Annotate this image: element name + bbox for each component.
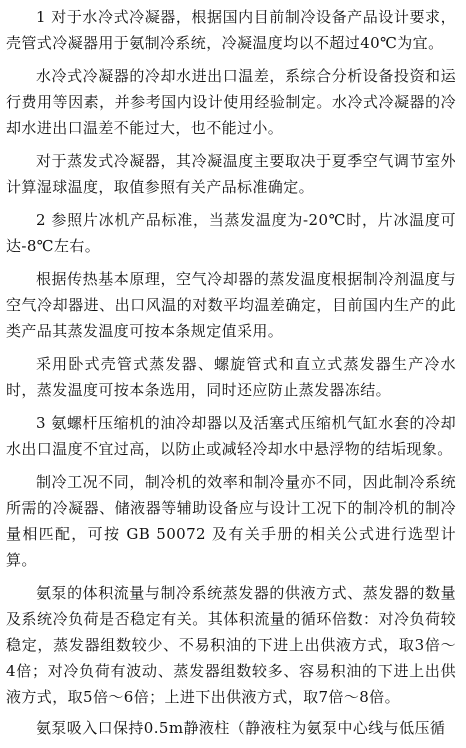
paragraph-shell-tube-evaporator: 采用卧式壳管式蒸发器、螺旋管式和直立式蒸发器生产冷水时，蒸发温度可按本条选用，同时还应防止蒸发器冻结。 [6, 355, 456, 399]
paragraph-compressor-cooling-water: 3 氨螺杆压缩机的油冷却器以及活塞式压缩机气缸水套的冷却水出口温度不宜过高，以防止或减轻冷却水中悬浮物的结垢现象。 [6, 414, 456, 458]
paragraph-flake-ice-machine: 2 参照片冰机产品标准，当蒸发温度为-20℃时，片冰温度可达-8℃左右。 [6, 211, 456, 255]
document-page [6, 4, 456, 748]
paragraph-auxiliary-equipment-matching: 制冷工况不同，制冷机的效率和制冷量亦不同，因此制冷系统所需的冷凝器、储液器等辅助设备应与设计工况下的制冷机的制冷量相匹配，可按 GB 50072 及有关手册的相关公式进行选型计算。 [6, 473, 456, 569]
paragraph-condenser-temperature: 1 对于水冷式冷凝器，根据国内目前制冷设备产品设计要求，壳管式冷凝器用于氨制冷系统，冷凝温度均以不超过40℃为宜。 [6, 8, 456, 52]
paragraph-air-cooler-evaporation: 根据传热基本原理，空气冷却器的蒸发温度根据制冷剂温度与空气冷却器进、出口风温的对数平均温差确定，目前国内生产的此类产品其蒸发温度可按本条规定值采用。 [6, 270, 456, 340]
paragraph-ammonia-pump-flow: 氨泵的体积流量与制冷系统蒸发器的供液方式、蒸发器的数量及系统冷负荷是否稳定有关。其体积流量的循环倍数：对冷负荷较稳定，蒸发器组数较少、不易积油的下进上出供液方式，取3倍～4倍；对冷负荷有波动、蒸发器组数较多、容易积油的下进上出供液方式，取5倍～6倍；上进下出供液方式，取7倍～8倍。 [6, 584, 456, 706]
paragraph-cooling-water-temperature-difference: 水冷式冷凝器的冷却水进出口温差，系综合分析设备投资和运行费用等因素，并参考国内设计使用经验制定。水冷式冷凝器的冷却水进出口温差不能过大，也不能过小。 [6, 67, 456, 137]
paragraph-ammonia-pump-suction: 氨泵吸入口保持0.5m静液柱（静液柱为氨泵中心线与低压循 [36, 719, 446, 737]
paragraph-evaporative-condenser: 对于蒸发式冷凝器，其冷凝温度主要取决于夏季空气调节室外计算湿球温度，取值参照有关产品标准确定。 [6, 152, 456, 196]
